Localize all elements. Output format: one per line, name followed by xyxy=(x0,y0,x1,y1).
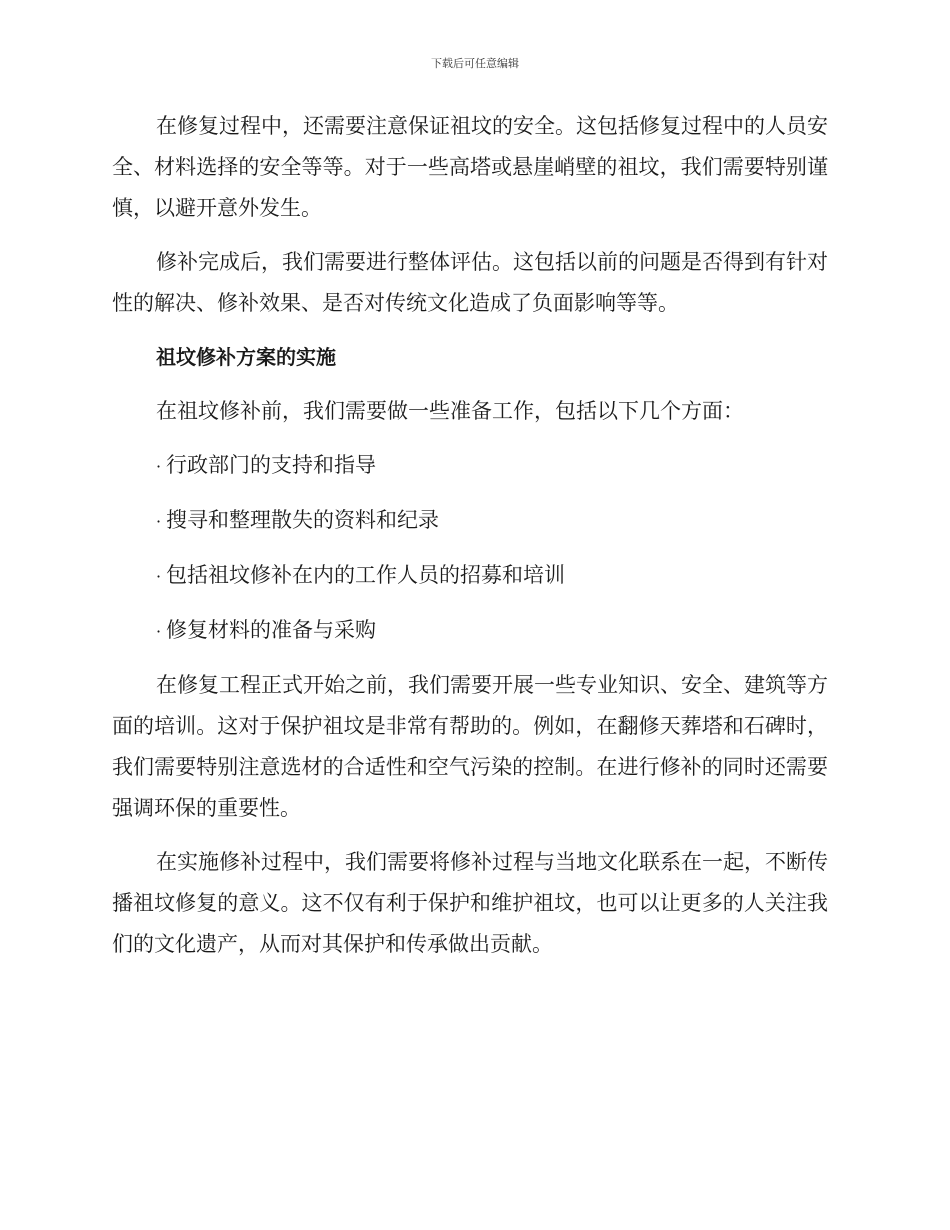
list-item-text: 搜寻和整理散失的资料和纪录 xyxy=(166,508,439,532)
preparation-list xyxy=(112,445,828,652)
paragraph-training: 在修复工程正式开始之前，我们需要开展一些专业知识、安全、建筑等方面的培训。这对于保护祖坟是非常有帮助的。例如，在翻修天葬塔和石碑时，我们需要特别注意选材的合适性和空气污染的控制。在进行修补的同时还需要强调环保的重要性。 xyxy=(112,673,828,820)
list-item xyxy=(156,445,828,487)
list-item-text: 包括祖坟修补在内的工作人员的招募和培训 xyxy=(166,563,565,587)
paragraph-safety: 在修复过程中，还需要注意保证祖坟的安全。这包括修复过程中的人员安全、材料选择的安全等等。对于一些高塔或悬崖峭壁的祖坟，我们需要特别谨慎，以避开意外发生。 xyxy=(112,114,828,220)
list-item xyxy=(156,610,828,652)
bullet-icon: · xyxy=(156,567,162,586)
list-item-text: 行政部门的支持和指导 xyxy=(166,453,376,477)
page-header: 下载后可任意编辑 xyxy=(431,57,519,70)
bullet-icon: · xyxy=(156,457,162,476)
bullet-icon: · xyxy=(156,622,162,641)
paragraph-culture: 在实施修补过程中，我们需要将修补过程与当地文化联系在一起，不断传播祖坟修复的意义。这不仅有利于保护和维护祖坟，也可以让更多的人关注我们的文化遗产，从而对其保护和传承做出贡献。 xyxy=(112,850,828,956)
list-item xyxy=(156,555,828,597)
paragraph-evaluation: 修补完成后，我们需要进行整体评估。这包括以前的问题是否得到有针对性的解决、修补效果、是否对传统文化造成了负面影响等等。 xyxy=(112,250,828,315)
bullet-icon: · xyxy=(156,512,162,531)
list-item-text: 修复材料的准备与采购 xyxy=(166,618,376,642)
document-body xyxy=(112,106,828,978)
paragraph-preparation-intro: 在祖坟修补前，我们需要做一些准备工作，包括以下几个方面： xyxy=(156,399,744,423)
list-item xyxy=(156,500,828,542)
section-heading: 祖坟修补方案的实施 xyxy=(156,345,336,369)
